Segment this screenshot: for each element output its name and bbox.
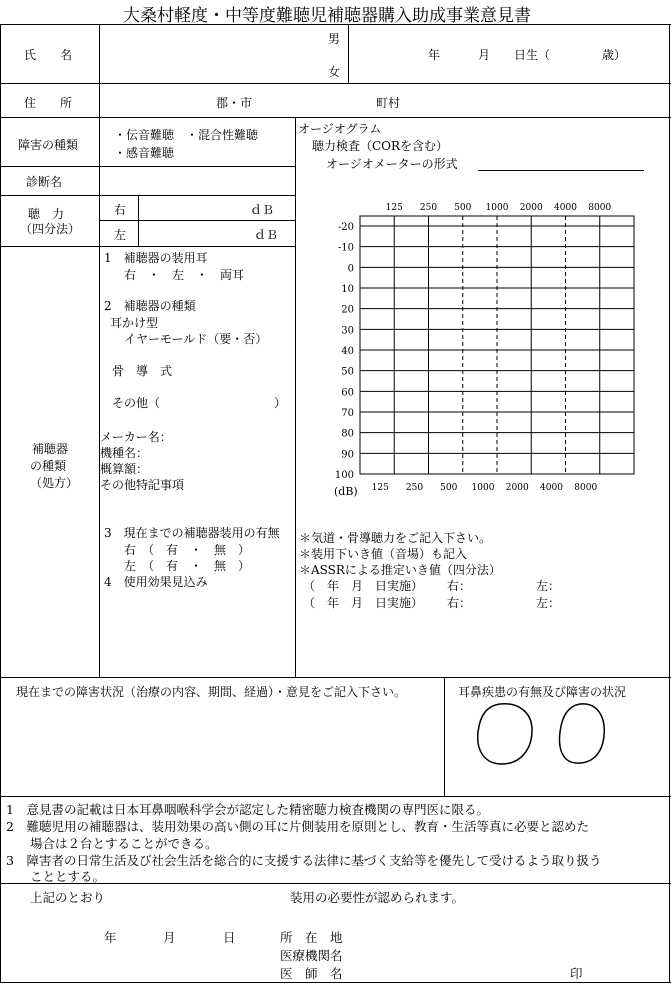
divider-notes — [0, 796, 671, 797]
ent-status-label: 耳鼻疾患の有無及び障害の状況 — [458, 685, 627, 699]
disability-option-2[interactable]: ・感音難聴 — [114, 146, 175, 160]
note-3: ＊ASSRによる推定いき値（四分法） — [299, 563, 501, 577]
x-tick-label-bottom: 2000 — [505, 483, 529, 493]
note-left-1: 左： — [536, 579, 561, 593]
audiogram-line1: 聴力検査（CORを含む） — [312, 139, 449, 153]
y-tick-label: 80 — [341, 428, 354, 440]
page-title: 大桑村軽度・中等度難聴児補聴器購入助成事業意見書 — [123, 6, 531, 26]
y-tick-label: 90 — [341, 449, 354, 461]
y-tick-label: 20 — [341, 304, 354, 316]
y-tick-label: 10 — [341, 284, 354, 295]
db-unit-label: (dB) — [334, 485, 358, 498]
x-tick-label-top: 4000 — [554, 203, 577, 213]
aid-earmold[interactable]: イヤーモールド（要・否） — [124, 332, 268, 346]
name-label: 氏 名 — [24, 48, 73, 62]
history-label: 現在までの障害状況（治療の内容、期間、経過）・意見をご記入下さい。 — [16, 685, 407, 699]
x-tick-label-top: 1000 — [485, 203, 509, 213]
frame-right — [669, 24, 670, 982]
note-left-2: 左： — [536, 596, 561, 610]
frame-left — [0, 24, 1, 982]
sign-day-label: 日 — [223, 930, 236, 945]
note-right-2: 右： — [447, 596, 472, 610]
y-tick-label: -20 — [337, 222, 354, 233]
age-label: 歳） — [602, 48, 627, 62]
divider-hearing-mid — [100, 220, 296, 221]
audiometer-type-field[interactable] — [478, 170, 644, 171]
aid-history-left[interactable]: 左 （ 有 ・ 無 ） — [124, 559, 251, 573]
aid-notes: その他特記事項 — [100, 478, 185, 492]
x-tick-label-top: 125 — [385, 203, 403, 213]
note-right-1: 右： — [447, 579, 472, 593]
frame-top — [0, 24, 671, 25]
hearing-aid-label-1: 補聴器 — [32, 442, 69, 456]
note-date-1: （ 年 月 日実施） — [303, 579, 424, 593]
x-tick-label-bottom: 500 — [440, 483, 458, 493]
note-2: ＊装用下いき値（音場）も記入 — [299, 547, 468, 561]
birth-month-label: 月 — [478, 48, 491, 62]
hearing-left-unit: ｄＢ — [254, 228, 279, 242]
audiogram-line2: オージオメーターの形式 — [326, 157, 458, 171]
aid-item-1: 1 補聴器の装用耳 — [104, 251, 208, 265]
note-1: ＊気道・骨導聴力をご記入下さい。 — [299, 531, 492, 545]
y-tick-label: 40 — [341, 346, 354, 357]
label-column-line — [99, 24, 100, 677]
aid-history-right[interactable]: 右 （ 有 ・ 無 ） — [124, 543, 251, 557]
x-tick-label-top: 250 — [419, 203, 438, 213]
aid-item-3: 3 現在までの補聴器装用の有無 — [104, 526, 280, 540]
footnote-2: 2 難聴児用の補聴器は、装用効果の高い側の耳に片側装用を原則とし、教育・生活等真に必要と認めた — [6, 819, 589, 834]
ear-diagram-icon — [470, 700, 610, 770]
birth-year-label: 年 — [428, 48, 441, 62]
x-tick-label-bottom: 1000 — [471, 483, 495, 493]
y-tick-label: 60 — [341, 387, 354, 399]
x-tick-label-top: 500 — [454, 203, 472, 213]
birth-day-label: 日生（ — [514, 48, 551, 62]
footnote-2b: 場合は２台とすることができる。 — [30, 836, 218, 851]
x-tick-label-bottom: 125 — [371, 483, 389, 493]
divider-diagnosis — [0, 195, 296, 196]
diagnosis-label: 診断名 — [26, 175, 63, 189]
aid-model: 機種名： — [100, 446, 149, 460]
sign-month-label: 月 — [163, 930, 176, 945]
hearing-right-label: 右 — [114, 203, 127, 217]
y-tick-label: 100 — [334, 470, 354, 481]
center-column-line — [295, 117, 296, 677]
hearing-method-label: （四分法） — [20, 222, 81, 236]
y-tick-label: 70 — [341, 408, 354, 419]
hearing-label: 聴 力 — [28, 207, 65, 221]
divider-address — [0, 117, 671, 118]
x-tick-label-bottom: 250 — [405, 483, 424, 493]
gun-shi-label: 郡・市 — [216, 96, 253, 110]
sign-doctor-label: 医 師 名 — [280, 966, 343, 981]
audiogram-header: オージオグラム — [298, 122, 382, 136]
aid-price: 概算額： — [100, 462, 149, 476]
y-tick-label: 0 — [347, 263, 354, 275]
footnote-3: 3 障害者の日常生活及び社会生活を総合的に支援する法律に基づく支給等を優先して受けるよう取り扱う — [6, 853, 602, 868]
address-label: 住 所 — [24, 96, 73, 110]
female-option[interactable]: 女 — [328, 65, 341, 79]
divider-hearing — [0, 246, 296, 247]
y-tick-label: -10 — [337, 242, 354, 254]
seal-label: 印 — [570, 966, 583, 981]
sign-institution-label: 医療機関名 — [280, 948, 343, 963]
aid-other[interactable]: その他（ — [112, 396, 161, 410]
disability-option-1[interactable]: ・伝音難聴 ・混合性難聴 — [114, 128, 259, 142]
aid-bone-conduction[interactable]: 骨 導 式 — [112, 364, 173, 378]
frame-bottom — [0, 982, 671, 983]
footnote-1: 1 意見書の記載は日本耳鼻咽喉科学会が認定した精密聴力検査機関の専門医に限る。 — [6, 802, 489, 817]
signature-need: 装用の必要性が認められます。 — [290, 890, 465, 905]
sign-address-label: 所 在 地 — [280, 930, 343, 945]
x-tick-label-bottom: 4000 — [540, 483, 563, 493]
hearing-aid-label-2: の種類 — [30, 459, 67, 473]
aid-item-2: 2 補聴器の種類 — [104, 299, 196, 313]
aid-item-4: 4 使用効果見込み — [104, 575, 208, 589]
disability-label: 障害の種類 — [18, 138, 79, 152]
x-tick-label-bottom: 8000 — [574, 483, 598, 493]
aid-ear-options[interactable]: 右 ・ 左 ・ 両耳 — [124, 268, 245, 282]
note-date-2: （ 年 月 日実施） — [303, 596, 424, 610]
hearing-aid-label-3: （処方） — [30, 476, 79, 490]
x-tick-label-top: 8000 — [588, 203, 612, 213]
y-tick-label: 50 — [341, 366, 354, 378]
town-label: 町村 — [376, 96, 401, 110]
divider-disability — [0, 166, 296, 167]
footnote-3b: こととする。 — [30, 869, 106, 884]
divider-history — [0, 677, 671, 678]
y-tick-label: 30 — [341, 325, 354, 337]
hearing-left-label: 左 — [114, 228, 127, 242]
aid-other-close: ） — [274, 396, 287, 410]
x-tick-label-top: 2000 — [519, 203, 543, 213]
hearing-right-unit: ｄＢ — [250, 203, 275, 217]
aid-type-bte[interactable]: 耳かけ型 — [110, 316, 159, 330]
aid-maker: メーカー名： — [100, 430, 172, 444]
hearing-split-line — [138, 195, 139, 246]
sign-year-label: 年 — [104, 930, 117, 945]
divider-name — [0, 83, 671, 84]
history-split-line — [444, 677, 445, 796]
name-split-line — [348, 24, 349, 83]
signature-intro: 上記のとおり — [30, 890, 106, 905]
male-option[interactable]: 男 — [328, 32, 341, 46]
audiogram-frame — [360, 216, 634, 474]
